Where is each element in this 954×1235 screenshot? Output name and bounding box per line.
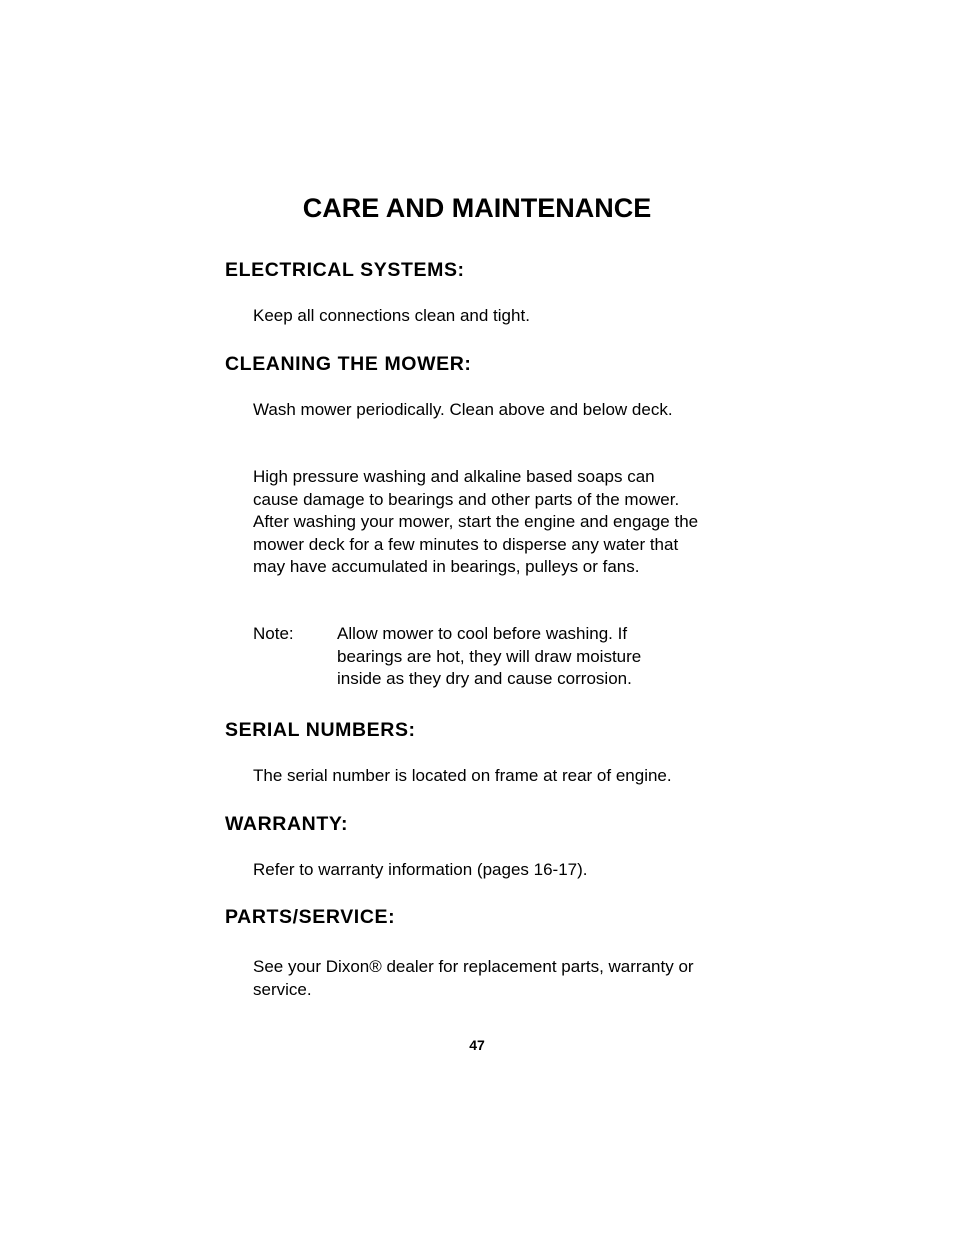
note-text: Allow mower to cool before washing. If bearings are hot, they will draw moisture inside as they dry and cause corrosion. [337, 624, 642, 689]
electrical-systems-text: Keep all connections clean and tight. [253, 306, 530, 325]
warranty-heading: WARRANTY: [225, 813, 349, 835]
note-label: Note: [253, 624, 294, 643]
parts-service-heading: PARTS/SERVICE: [225, 906, 396, 928]
parts-service-text: See your Dixon® dealer for replacement parts, warranty or service. [253, 957, 694, 999]
serial-numbers-heading: SERIAL NUMBERS: [225, 719, 416, 741]
cleaning-the-mower-heading: CLEANING THE MOWER: [225, 353, 472, 375]
serial-numbers-text: The serial number is located on frame at rear of engine. [253, 766, 672, 785]
page-title: CARE AND MAINTENANCE [302, 193, 652, 223]
page-number: 47 [469, 1037, 485, 1053]
warranty-text: Refer to warranty information (pages 16-17). [253, 860, 588, 879]
electrical-systems-heading: ELECTRICAL SYSTEMS: [225, 259, 465, 281]
cleaning-paragraph-2: High pressure washing and alkaline based soaps can cause damage to bearings and other parts of the mower. After washing your mower, start the engine and engage the mower deck for a few minutes to disperse any water that may have accumulated in bearings, pulleys or fans. [253, 467, 699, 577]
cleaning-paragraph-1: Wash mower periodically. Clean above and below deck. [253, 400, 673, 419]
